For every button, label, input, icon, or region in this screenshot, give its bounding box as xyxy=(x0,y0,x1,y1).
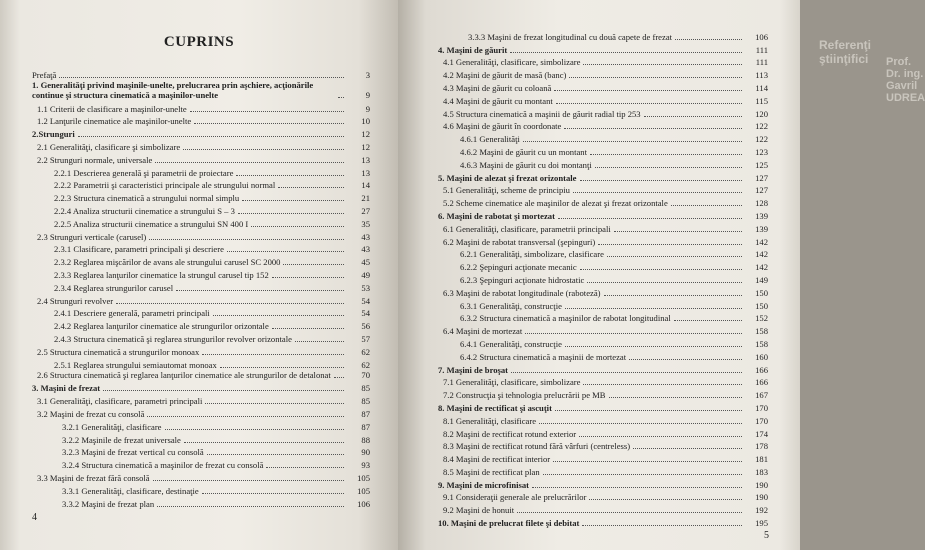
toc-entry-title: 4.5 Structura cinematică a maşinii de găurit radial tip 253 xyxy=(443,108,641,119)
toc-entry xyxy=(438,131,768,144)
toc-entry-title: 2.2.5 Analiza structurii cinematice a strungului SN 400 I xyxy=(54,218,249,229)
toc-entry-page: 150 xyxy=(755,287,768,298)
dot-leader xyxy=(555,410,742,411)
toc-entry xyxy=(438,285,768,298)
toc-entry xyxy=(32,190,370,203)
toc-entry-title: 7.1 Generalităţi, clasificare, simbolizare xyxy=(443,377,581,388)
dot-leader xyxy=(338,97,344,98)
toc-entry-title: 8.3 Maşini de rectificat rotund fără vârfuri (centreless) xyxy=(443,441,631,452)
toc-entry-title: 8.1 Generalităţi, clasificare xyxy=(443,415,537,426)
toc-entry xyxy=(438,323,768,336)
toc-entry-page: 113 xyxy=(755,70,768,81)
dot-leader xyxy=(227,251,344,252)
toc-entry xyxy=(438,157,768,170)
toc-entry-page: 12 xyxy=(361,129,370,140)
toc-entry-title: 6.3.2 Structura cinematică a maşinilor de rabotat longitudinal xyxy=(460,313,671,324)
dot-leader xyxy=(523,141,742,142)
toc-entry-page: 139 xyxy=(755,210,768,221)
toc-entry xyxy=(438,183,768,196)
toc-entry xyxy=(438,451,768,464)
toc-entry-page: 125 xyxy=(755,159,768,170)
toc-entry-page: 183 xyxy=(755,466,768,477)
dot-leader xyxy=(202,493,344,494)
dot-leader xyxy=(582,525,742,526)
dot-leader xyxy=(558,218,742,219)
toc-entry-title: 6.4 Maşini de mortezat xyxy=(443,326,523,337)
toc-entry-title: 2.4.2 Reglarea lanţurilor cinematice ale strungurilor orizontale xyxy=(54,321,269,332)
toc-entry-title: 1.1 Criterii de clasificare a maşinilor-unelte xyxy=(37,103,187,114)
toc-entry-page: 87 xyxy=(361,408,370,419)
dot-leader xyxy=(604,295,743,296)
dot-leader xyxy=(116,303,344,304)
toc-entry-title: 6.1 Generalităţi, clasificare, parametrii principali xyxy=(443,223,611,234)
toc-entry xyxy=(32,496,370,509)
toc-entry xyxy=(438,29,768,42)
toc-entry xyxy=(32,370,370,381)
toc-entry-title: 4.4 Maşini de găurit cu montant xyxy=(443,95,553,106)
dot-leader xyxy=(272,328,344,329)
show-through-text: Prof. Dr. ing. Gavril UDREA xyxy=(886,56,925,104)
toc-entry-page: 14 xyxy=(361,180,370,191)
toc-entry-title: 3.2.2 Maşinile de frezat universale xyxy=(62,434,181,445)
toc-entry-title: 3.1 Generalităţi, clasificare, parametri principali xyxy=(37,396,203,407)
toc-entry xyxy=(32,229,370,242)
toc-entry-page: 158 xyxy=(755,326,768,337)
toc-entry-title: 4.2 Maşini de găurit de masă (banc) xyxy=(443,70,567,81)
dot-leader xyxy=(583,64,742,65)
toc-entry-page: 54 xyxy=(361,308,370,319)
toc-entry-page: 142 xyxy=(755,249,768,260)
show-through-text: Referenţi ştiinţifici xyxy=(819,38,872,66)
dot-leader xyxy=(213,315,344,316)
toc-entry-page: 12 xyxy=(361,141,370,152)
dot-leader xyxy=(633,448,742,449)
toc-entry-page: 13 xyxy=(361,167,370,178)
toc-entry-title: 5.1 Generalităţi, scheme de principiu xyxy=(443,185,570,196)
toc-entry-title: 2.2.2 Parametrii şi caracteristici principale ale strungului normal xyxy=(54,180,276,191)
toc-entry-title: 3.3.1 Generalităţi, clasificare, destinaţie xyxy=(62,485,199,496)
toc-entry-page: 62 xyxy=(361,359,370,370)
toc-entry-page: 10 xyxy=(361,116,370,127)
toc-entry-title: 2.3.4 Reglarea strungurilor carusel xyxy=(54,282,174,293)
toc-entry xyxy=(438,106,768,119)
dot-leader xyxy=(510,52,742,53)
toc-entry xyxy=(32,457,370,470)
toc-entry-title: 2.2.4 Analiza structurii cinematice a strungului S – 3 xyxy=(54,205,235,216)
toc-entry-page: 139 xyxy=(755,223,768,234)
toc-entry-title: 6.3 Maşini de rabotat longitudinale (raboteză) xyxy=(443,287,601,298)
left-toc-list xyxy=(32,67,370,509)
toc-entry xyxy=(438,55,768,68)
toc-entry-title: 10. Maşini de prelucrat filete şi debitat xyxy=(438,518,580,529)
toc-entry-title: 3.3 Maşini de frezat fără consolă xyxy=(37,472,150,483)
dot-leader xyxy=(266,467,344,468)
toc-entry xyxy=(438,426,768,439)
toc-entry-title: 4.6.3 Maşini de găurit cu doi montanţi xyxy=(460,159,592,170)
toc-entry xyxy=(438,490,768,503)
dot-leader xyxy=(556,103,742,104)
toc-entry xyxy=(32,254,370,267)
toc-entry xyxy=(438,464,768,477)
toc-entry-page: 192 xyxy=(755,505,768,516)
toc-entry-title: 2.6 Structura cinematică şi reglarea lanţurilor cinematice ale strungurilor de detalonat xyxy=(37,369,331,380)
toc-entry-title: Prefaţă xyxy=(32,69,57,80)
dot-leader xyxy=(580,180,743,181)
toc-entry-title: 3. Maşini de frezat xyxy=(32,383,101,394)
toc-entry-page: 167 xyxy=(755,390,768,401)
toc-entry xyxy=(32,419,370,432)
toc-entry xyxy=(438,234,768,247)
toc-entry-title: 8.4 Maşini de rectificat interior xyxy=(443,454,551,465)
toc-entry-title: 1.2 Lanţurile cinematice ale maşinilor-unelte xyxy=(37,116,192,127)
toc-entry-title: 4.1 Generalităţi, clasificare, simbolizare xyxy=(443,57,581,68)
toc-entry-page: 93 xyxy=(361,460,370,471)
toc-entry xyxy=(438,144,768,157)
toc-entry xyxy=(438,311,768,324)
dot-leader xyxy=(614,231,742,232)
toc-entry-title: 2.1 Generalităţi, clasificare şi simbolizare xyxy=(37,141,181,152)
dot-leader xyxy=(194,123,344,124)
toc-entry-title: 9.1 Consideraţii generale ale prelucrărilor xyxy=(443,492,587,503)
dot-leader xyxy=(283,264,344,265)
dot-leader xyxy=(629,359,742,360)
toc-entry xyxy=(32,318,370,331)
toc-entry-page: 181 xyxy=(755,454,768,465)
dot-leader xyxy=(543,474,742,475)
toc-entry-page: 170 xyxy=(755,402,768,413)
toc-entry-page: 170 xyxy=(755,415,768,426)
toc-entry xyxy=(438,93,768,106)
toc-entry-title: 6.2 Maşini de rabotat transversal (şepinguri) xyxy=(443,236,596,247)
dot-leader xyxy=(590,154,742,155)
toc-entry-page: 158 xyxy=(755,338,768,349)
toc-entry-page: 122 xyxy=(755,134,768,145)
toc-entry-page: 114 xyxy=(755,82,768,93)
toc-entry-page: 90 xyxy=(361,447,370,458)
toc-entry-title: 7.2 Construcţia şi tehnologia prelucrării pe MB xyxy=(443,390,606,401)
toc-entry-title: 2.2.3 Structura cinematică a strungului normal simplu xyxy=(54,193,240,204)
toc-entry xyxy=(438,387,768,400)
toc-entry xyxy=(438,247,768,260)
toc-entry-page: 45 xyxy=(361,257,370,268)
toc-entry-page: 43 xyxy=(361,244,370,255)
dot-leader xyxy=(609,397,742,398)
toc-entry-title: 2.5.1 Reglarea strungului semiautomat monoax xyxy=(54,359,217,370)
toc-entry-title: 8. Maşini de rectificat şi ascuţit xyxy=(438,402,552,413)
dot-leader xyxy=(183,149,344,150)
toc-entry-title: 6.2.1 Generalităţi, simbolizare, clasificare xyxy=(460,249,604,260)
toc-entry-page: 111 xyxy=(755,44,768,55)
dot-leader xyxy=(295,341,344,342)
toc-entry xyxy=(438,400,768,413)
toc-entry xyxy=(438,477,768,490)
dot-leader xyxy=(103,390,344,391)
toc-entry xyxy=(32,126,370,139)
toc-entry-page: 178 xyxy=(755,441,768,452)
dot-leader xyxy=(202,354,344,355)
toc-entry-title: 7. Maşini de broşat xyxy=(438,364,509,375)
dot-leader xyxy=(78,136,344,137)
toc-entry xyxy=(32,306,370,319)
dot-leader xyxy=(147,416,344,417)
dot-leader xyxy=(553,461,742,462)
toc-entry-page: 105 xyxy=(357,472,370,483)
toc-entry xyxy=(32,393,370,406)
dot-leader xyxy=(334,377,344,378)
dot-leader xyxy=(607,256,742,257)
toc-entry xyxy=(438,362,768,375)
toc-entry-title: 4.6.2 Maşini de găurit cu un montant xyxy=(460,146,587,157)
toc-entry-page: 54 xyxy=(361,295,370,306)
toc-entry xyxy=(32,267,370,280)
toc-entry xyxy=(32,445,370,458)
toc-entry xyxy=(438,259,768,272)
dot-leader xyxy=(598,244,742,245)
toc-entry xyxy=(438,413,768,426)
toc-entry-title: 4. Maşini de găurit xyxy=(438,44,508,55)
toc-entry-page: 88 xyxy=(361,434,370,445)
dot-leader xyxy=(554,90,742,91)
toc-entry-page: 149 xyxy=(755,274,768,285)
dot-leader xyxy=(251,226,344,227)
toc-entry-title: 5.2 Scheme cinematice ale maşinilor de alezat şi frezat orizontale xyxy=(443,198,668,209)
toc-entry-page: 57 xyxy=(361,333,370,344)
toc-entry-title: 4.6.1 Generalităţi xyxy=(460,134,520,145)
toc-entry-page: 190 xyxy=(755,479,768,490)
toc-entry xyxy=(438,336,768,349)
dot-leader xyxy=(238,213,344,214)
toc-entry xyxy=(32,152,370,165)
dot-leader xyxy=(580,269,742,270)
toc-entry-title: 6.2.2 Şepinguri acţionate mecanic xyxy=(460,262,577,273)
toc-entry-title: 2.5 Structura cinematică a strungurilor monoax xyxy=(37,346,200,357)
toc-entry-page: 128 xyxy=(755,198,768,209)
toc-entry-page: 127 xyxy=(755,185,768,196)
toc-entry-page: 13 xyxy=(361,154,370,165)
toc-entry xyxy=(32,203,370,216)
toc-entry-title: 4.6 Maşini de găurit în coordonate xyxy=(443,121,562,132)
dot-leader xyxy=(564,128,742,129)
toc-entry-title: 6.4.2 Structura cinematică a maşinii de mortezat xyxy=(460,351,627,362)
toc-entry xyxy=(438,439,768,452)
toc-entry-title: 6.4.1 Generalităţi, construcţie xyxy=(460,338,562,349)
dot-leader xyxy=(165,429,345,430)
dot-leader xyxy=(595,167,742,168)
toc-entry-page: 53 xyxy=(361,282,370,293)
toc-entry-title: 3.3.2 Maşini de frezat plan xyxy=(62,498,155,509)
toc-entry-page: 123 xyxy=(755,146,768,157)
toc-entry-title: 2.2 Strunguri normale, universale xyxy=(37,154,153,165)
toc-entry-page: 27 xyxy=(361,205,370,216)
page-title: CUPRINS xyxy=(163,34,235,50)
toc-entry xyxy=(438,515,768,528)
toc-entry-page: 85 xyxy=(361,383,370,394)
dot-leader xyxy=(278,187,344,188)
toc-entry xyxy=(32,101,370,114)
dot-leader xyxy=(644,116,742,117)
toc-entry xyxy=(32,293,370,306)
toc-entry-title: 2.3.1 Clasificare, parametri principali şi descriere xyxy=(54,244,224,255)
toc-entry xyxy=(32,165,370,178)
dot-leader xyxy=(176,290,344,291)
toc-entry-page: 87 xyxy=(361,421,370,432)
toc-entry xyxy=(438,42,768,55)
toc-entry xyxy=(438,502,768,515)
right-toc-list xyxy=(438,29,768,528)
toc-entry-page: 152 xyxy=(755,313,768,324)
toc-entry-page: 35 xyxy=(361,218,370,229)
toc-entry-page: 56 xyxy=(361,321,370,332)
dot-leader xyxy=(220,367,344,368)
toc-entry xyxy=(438,170,768,183)
toc-entry-page: 106 xyxy=(357,498,370,509)
dot-leader xyxy=(157,506,344,507)
toc-entry-title: 2.3.2 Reglarea mişcărilor de avans ale strungului carusel SC 2000 xyxy=(54,257,281,268)
toc-entry-page: 85 xyxy=(361,396,370,407)
dot-leader xyxy=(532,487,742,488)
toc-entry-page: 174 xyxy=(755,428,768,439)
dot-leader xyxy=(569,77,742,78)
dot-leader xyxy=(671,205,742,206)
dot-leader xyxy=(184,442,344,443)
toc-entry-page: 142 xyxy=(755,236,768,247)
toc-entry-title: 6. Maşini de rabotat şi mortezat xyxy=(438,210,555,221)
dot-leader xyxy=(190,111,344,112)
toc-entry-title: 3.3.3 Maşini de frezat longitudinal cu două capete de frezat xyxy=(468,31,673,42)
toc-entry xyxy=(438,208,768,221)
toc-entry xyxy=(32,381,370,394)
right-page-number: 5 xyxy=(764,530,769,541)
toc-entry-page: 21 xyxy=(361,193,370,204)
toc-entry xyxy=(32,216,370,229)
dot-leader xyxy=(583,384,742,385)
toc-entry-title: 2.Strunguri xyxy=(32,129,75,140)
toc-entry xyxy=(438,221,768,234)
toc-entry-title: 2.2.1 Descrierea generală şi parametrii de proiectare xyxy=(54,167,234,178)
toc-entry-title: 3.2.3 Maşini de frezat vertical cu consolă xyxy=(62,447,204,458)
toc-entry-title: 6.2.3 Şepinguri acţionate hidrostatic xyxy=(460,274,585,285)
toc-entry-title: 3.2 Maşini de frezat cu consolă xyxy=(37,408,145,419)
dot-leader xyxy=(525,333,742,334)
dot-leader xyxy=(539,423,742,424)
toc-entry-page: 127 xyxy=(755,172,768,183)
dot-leader xyxy=(59,77,344,78)
dot-leader xyxy=(149,239,344,240)
toc-entry-page: 142 xyxy=(755,262,768,273)
toc-entry-title: 3.2.1 Generalităţi, clasificare xyxy=(62,421,162,432)
toc-entry xyxy=(438,298,768,311)
toc-entry xyxy=(32,280,370,293)
toc-entry-page: 150 xyxy=(755,300,768,311)
toc-entry-title: 9. Maşini de microfinisat xyxy=(438,479,530,490)
left-page-number: 4 xyxy=(32,512,37,523)
toc-entry xyxy=(32,114,370,127)
toc-entry-title: 2.4.3 Structura cinematică şi reglarea strungurilor revolver orizontale xyxy=(54,333,292,344)
toc-entry xyxy=(438,195,768,208)
toc-entry-page: 160 xyxy=(755,351,768,362)
toc-entry xyxy=(438,80,768,93)
toc-entry xyxy=(32,357,370,370)
dot-leader xyxy=(579,436,742,437)
dot-leader xyxy=(272,277,344,278)
toc-entry xyxy=(438,119,768,132)
dot-leader xyxy=(573,192,742,193)
toc-entry-page: 166 xyxy=(755,377,768,388)
toc-entry xyxy=(32,139,370,152)
dot-leader xyxy=(205,403,344,404)
toc-entry-page: 166 xyxy=(755,364,768,375)
toc-entry xyxy=(438,375,768,388)
dot-leader xyxy=(511,372,742,373)
toc-entry xyxy=(32,470,370,483)
toc-entry xyxy=(32,80,370,101)
toc-entry-page: 122 xyxy=(755,121,768,132)
toc-entry-page: 9 xyxy=(365,89,370,100)
toc-entry xyxy=(438,272,768,285)
toc-entry-title: 8.5 Maşini de rectificat plan xyxy=(443,466,540,477)
toc-entry-title: 2.4 Strunguri revolver xyxy=(37,295,114,306)
dot-leader xyxy=(207,454,344,455)
toc-entry-page: 9 xyxy=(365,103,370,114)
toc-entry-page: 49 xyxy=(361,269,370,280)
toc-entry xyxy=(32,406,370,419)
toc-entry-page: 3 xyxy=(365,69,370,80)
toc-entry-title: 1. Generalităţi privind maşinile-unelte, prelucrarea prin aşchiere, acţionările continue şi structura cinematică a maşinilor-unelte xyxy=(32,79,314,100)
toc-entry xyxy=(32,67,370,80)
toc-entry-page: 106 xyxy=(755,31,768,42)
toc-entry xyxy=(438,67,768,80)
toc-entry-page: 111 xyxy=(755,57,768,68)
dot-leader xyxy=(674,320,742,321)
toc-entry-page: 120 xyxy=(755,108,768,119)
toc-entry-title: 5. Maşini de alezat şi frezat orizontale xyxy=(438,172,577,183)
toc-entry xyxy=(32,178,370,191)
toc-entry xyxy=(32,432,370,445)
toc-entry-title: 2.3 Strunguri verticale (carusel) xyxy=(37,231,147,242)
toc-entry xyxy=(438,349,768,362)
dot-leader xyxy=(589,499,742,500)
toc-entry-title: 8.2 Maşini de rectificat rotund exterior xyxy=(443,428,577,439)
dot-leader xyxy=(517,512,742,513)
toc-entry xyxy=(32,344,370,357)
dot-leader xyxy=(242,200,344,201)
toc-entry-page: 105 xyxy=(357,485,370,496)
toc-entry xyxy=(32,483,370,496)
dot-leader xyxy=(155,162,344,163)
toc-entry-page: 190 xyxy=(755,492,768,503)
toc-entry-title: 2.3.3 Reglarea lanţurilor cinematice la strungul carusel tip 152 xyxy=(54,269,269,280)
dot-leader xyxy=(565,346,742,347)
toc-entry-title: 6.3.1 Generalităţi, construcţie xyxy=(460,300,562,311)
toc-entry-title: 3.2.4 Structura cinematică a maşinilor de frezat cu consolă xyxy=(62,460,264,471)
toc-entry-title: 9.2 Maşini de honuit xyxy=(443,505,515,516)
toc-entry-page: 115 xyxy=(755,95,768,106)
toc-entry-title: 2.4.1 Descriere generală, parametri principali xyxy=(54,308,210,319)
toc-entry-page: 70 xyxy=(361,369,370,380)
toc-entry xyxy=(32,331,370,344)
dot-leader xyxy=(565,308,742,309)
toc-entry-page: 195 xyxy=(755,518,768,529)
dot-leader xyxy=(587,282,742,283)
toc-entry-title: 4.3 Maşini de găurit cu coloană xyxy=(443,82,552,93)
toc-entry-page: 43 xyxy=(361,231,370,242)
dot-leader xyxy=(153,480,344,481)
dot-leader xyxy=(236,175,344,176)
dot-leader xyxy=(675,39,742,40)
toc-entry xyxy=(32,242,370,255)
toc-entry-page: 62 xyxy=(361,346,370,357)
